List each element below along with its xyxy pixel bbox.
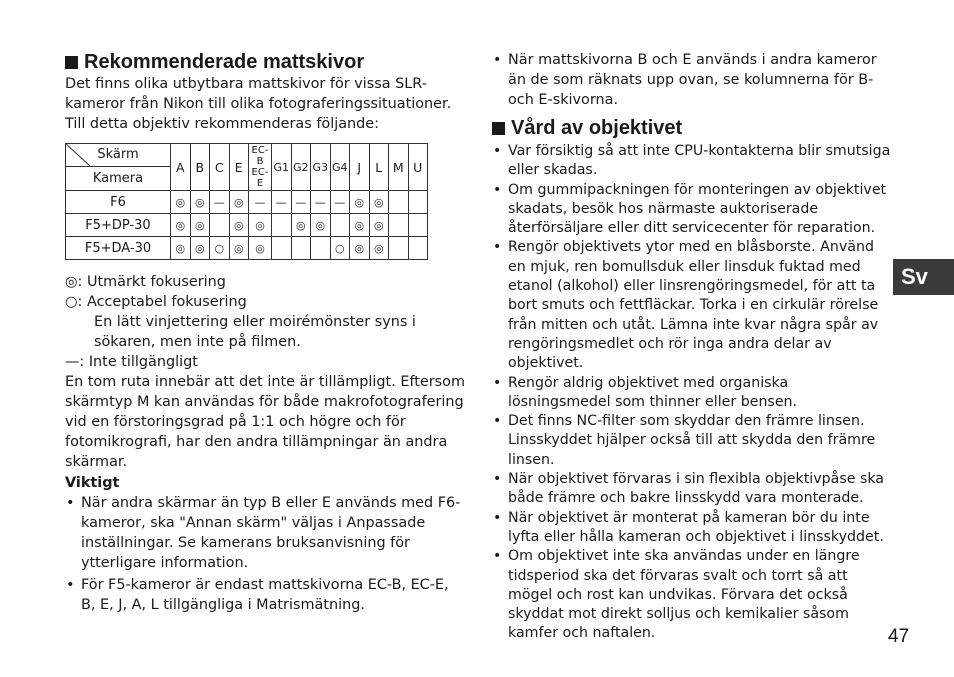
top-note-list [492, 50, 892, 110]
table-cell: ◎ [369, 237, 389, 260]
square-bullet-icon [65, 56, 78, 69]
table-row [66, 237, 428, 260]
table-cell: — [272, 191, 292, 214]
list-item: • När mattskivorna B och E används i andra kameror än de som räknats upp ovan, se kolumnerna för B- och E-skivorna. [492, 50, 892, 110]
table-cell: — [311, 191, 331, 214]
table-cell: ◎ [291, 214, 311, 237]
table-cell [389, 191, 409, 214]
corner-label-camera: Kamera [92, 171, 144, 186]
table-cell: ◎ [369, 191, 389, 214]
col-header: L [369, 144, 389, 191]
language-tab: Sv [893, 259, 954, 295]
table-cell: — [330, 191, 350, 214]
legend-acceptable: ○: Acceptabel fokusering [65, 294, 247, 310]
section-heading-screens: Rekommenderade mattskivor [65, 50, 465, 74]
camera-name: F6 [66, 191, 171, 214]
list-item: • Rengör objektivets ytor med en blåsborste. Använd en mjuk, ren bomullsduk eller linsduk fuktad med etanol (alkohol) eller linsrengöringsmedel, för att ta bort smuts och fettfläckar. Torka i en cirkulär rörelse från mitten och utåt. Lämna inte kvar några spår av rengöringsmedlet och rör inga andra delar av objektivet. [492, 238, 892, 373]
table-cell: ○ [210, 237, 230, 260]
table-cell [272, 214, 292, 237]
col-header: G1 [272, 144, 292, 191]
list-item: • När andra skärmar än typ B eller E används med F6-kameror, ska "Annan skärm" väljas i Anpassade inställningar. Se kamerans bruksanvisning för ytterligare information. [65, 493, 465, 573]
important-label: Viktigt [65, 475, 120, 491]
table-cell: — [210, 191, 230, 214]
right-column [492, 50, 892, 644]
col-header-ec: EC-B EC-E [249, 144, 272, 191]
table-cell: ◎ [171, 191, 191, 214]
table-cell: ◎ [350, 237, 370, 260]
table-cell: ◎ [369, 214, 389, 237]
left-column [65, 50, 465, 615]
important-list [65, 493, 465, 615]
table-cell: ◎ [229, 191, 249, 214]
table-cell: ◎ [350, 214, 370, 237]
table-corner-cell [66, 144, 171, 191]
col-header: G2 [291, 144, 311, 191]
col-header: G3 [311, 144, 331, 191]
list-item: • När objektivet förvaras i sin flexibla objektivpåse ska både främre och bakre linsskydd vara monterade. [492, 470, 892, 509]
table-cell: ◎ [249, 237, 272, 260]
table-cell [330, 214, 350, 237]
legend-acceptable-note: En lätt vinjettering eller moirémönster syns i sökaren, men inte på filmen. [94, 314, 416, 350]
col-header: J [350, 144, 370, 191]
legend-excellent: ◎: Utmärkt fokusering [65, 274, 226, 290]
table-cell: — [249, 191, 272, 214]
table-cell: ◎ [249, 214, 272, 237]
col-header: B [190, 144, 210, 191]
list-item: • För F5-kameror är endast mattskivorna EC-B, EC-E, B, E, J, A, L tillgängliga i Matrismätning. [65, 575, 465, 615]
col-header: G4 [330, 144, 350, 191]
section-heading-care: Vård av objektivet [492, 116, 892, 140]
table-cell: ◎ [350, 191, 370, 214]
list-item: • Om gummipackningen för monteringen av objektivet skadats, besök hos närmaste auktoriserade återförsäljare eller ditt servicecenter för reparation. [492, 181, 892, 239]
table-cell [311, 237, 331, 260]
table-cell [389, 214, 409, 237]
list-item: • Rengör aldrig objektivet med organiska lösningsmedel som thinner eller bensen. [492, 374, 892, 413]
col-header: A [171, 144, 191, 191]
empty-cell-note: En tom ruta innebär att det inte är tillämpligt. Eftersom skärmtyp M kan användas för både makrofotografering vid en förstoringsgrad på 1:1 och högre och för fotomikrografi, har den andra tillämpningar än andra skärmar. [65, 374, 465, 470]
camera-name: F5+DA-30 [66, 237, 171, 260]
page-number: 47 [888, 626, 910, 647]
list-item: • Var försiktig så att inte CPU-kontakterna blir smutsiga eller skadas. [492, 142, 892, 181]
care-list [492, 142, 892, 644]
square-bullet-icon [492, 122, 505, 135]
table-cell: ◎ [171, 237, 191, 260]
table-cell [389, 237, 409, 260]
table-cell: ◎ [229, 237, 249, 260]
intro-paragraph: Det finns olika utbytbara mattskivor för vissa SLR-kameror från Nikon till olika fotograferingssituationer. Till detta objektiv rekommenderas följande: [65, 76, 452, 132]
table-cell: ◎ [190, 191, 210, 214]
list-item: • När objektivet är monterat på kameran bör du inte lyfta eller hålla kameran och objektivet i linsskyddet. [492, 509, 892, 548]
list-item: • Det finns NC-filter som skyddar den främre linsen. Linsskyddet hjälper också till att skydda den främre linsen. [492, 412, 892, 470]
table-cell: ◎ [190, 214, 210, 237]
table-cell [210, 214, 230, 237]
table-cell: ○ [330, 237, 350, 260]
col-header: E [229, 144, 249, 191]
table-cell: ◎ [229, 214, 249, 237]
col-header: C [210, 144, 230, 191]
list-item: • Om objektivet inte ska användas under en längre tidsperiod ska det förvaras svalt och torrt så att mögel och rost kan undvikas. Förvara det också skyddat mot direkt solljus och kemikalier såsom kamfer och naftalen. [492, 547, 892, 643]
table-row [66, 214, 428, 237]
focusing-screen-table [65, 143, 428, 260]
col-header: M [389, 144, 409, 191]
corner-label-screen: Skärm [97, 147, 139, 162]
camera-name: F5+DP-30 [66, 214, 171, 237]
table-legend [65, 272, 465, 372]
table-cell [408, 191, 428, 214]
table-cell [291, 237, 311, 260]
table-cell: ◎ [171, 214, 191, 237]
table-cell [408, 214, 428, 237]
table-cell: ◎ [311, 214, 331, 237]
table-cell: ◎ [190, 237, 210, 260]
table-cell [272, 237, 292, 260]
table-cell: — [291, 191, 311, 214]
col-header: U [408, 144, 428, 191]
table-row [66, 191, 428, 214]
legend-not-available: —: Inte tillgängligt [65, 354, 198, 370]
table-cell [408, 237, 428, 260]
